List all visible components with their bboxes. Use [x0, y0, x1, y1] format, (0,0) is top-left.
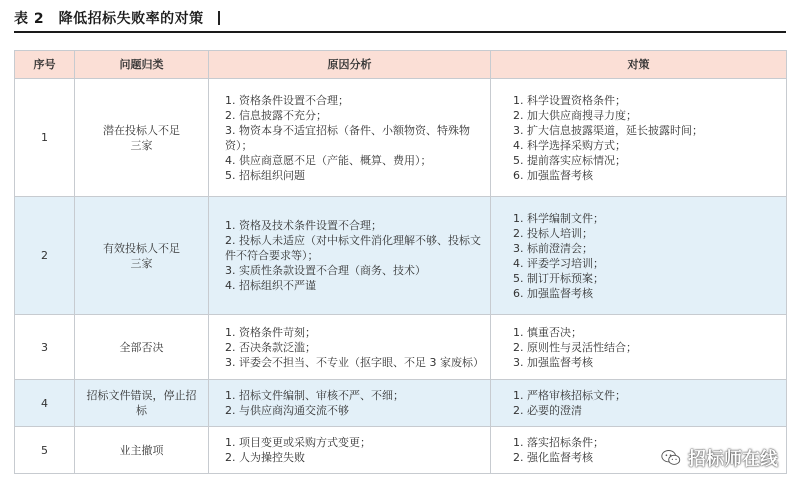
title-marker: [218, 11, 220, 25]
measure-item: 6. 加强监督考核: [513, 168, 593, 182]
row-no: 3: [15, 315, 75, 380]
wechat-icon: [660, 447, 682, 469]
table-title-bar: [14, 6, 786, 30]
row-category: 有效投标人不足三家: [75, 197, 209, 315]
cause-item: 1. 资格及技术条件设置不合理；: [225, 219, 382, 232]
cause-item: 4. 供应商意愿不足（产能、概算、费用）；: [225, 153, 432, 167]
cause-item: 1. 资格条件设置不合理；: [225, 93, 349, 107]
measure-item: 3. 加强监督考核: [513, 355, 593, 369]
cause-item: 2. 否决条款泛滥；: [225, 340, 316, 354]
row-causes: [209, 380, 491, 427]
header-no: 序号: [15, 51, 75, 79]
row-category: 业主撤项: [75, 427, 209, 474]
title-rule: [14, 31, 786, 33]
cause-item: 2. 人为操控失败: [225, 451, 305, 464]
table-row: [15, 380, 787, 427]
row-category: 潜在投标人不足三家: [75, 79, 209, 197]
cause-item: 3. 评委会不担当、不专业（抠字眼、不足 3 家废标）: [225, 355, 484, 369]
measure-item: 1. 严格审核招标文件；: [513, 389, 626, 402]
measure-item: 2. 加大供应商搜寻力度；: [513, 108, 637, 122]
measure-item: 1. 落实招标条件；: [513, 436, 604, 449]
table-row: [15, 79, 787, 197]
measure-item: 2. 原则性与灵活性结合；: [513, 340, 637, 354]
cause-item: 1. 资格条件苛刻；: [225, 325, 316, 339]
measure-item: 2. 强化监督考核: [513, 451, 593, 464]
cause-item: 2. 与供应商沟通交流不够: [225, 404, 349, 417]
measure-item: 2. 必要的澄清: [513, 404, 582, 417]
table-header-row: [15, 51, 787, 79]
cause-item: 3. 物资本身不适宜招标（备件、小额物资、特殊物资）；: [225, 123, 470, 152]
row-causes: [209, 79, 491, 197]
header-causes: 原因分析: [209, 51, 491, 79]
measure-item: 3. 扩大信息披露渠道，延长披露时间；: [513, 123, 703, 137]
row-category: 全部否决: [75, 315, 209, 380]
cause-item: 4. 招标组织不严谨: [225, 279, 316, 292]
cause-item: 2. 投标人未适应（对中标文件消化理解不够、投标文件不符合要求等）；: [225, 234, 481, 262]
row-causes: [209, 197, 491, 315]
table-title: 表 2 降低招标失败率的对策: [14, 11, 204, 27]
measure-item: 5. 制订开标预案；: [513, 271, 604, 285]
measure-item: 1. 科学编制文件；: [513, 211, 604, 225]
table-row: [15, 197, 787, 315]
measure-item: 6. 加强监督考核: [513, 286, 593, 300]
row-category: 招标文件错误，停止招标: [75, 380, 209, 427]
measure-item: 4. 评委学习培训；: [513, 256, 604, 270]
cause-item: 1. 招标文件编制、审核不严、不细；: [225, 389, 404, 402]
cause-item: 5. 招标组织问题: [225, 168, 305, 182]
measure-item: 4. 科学选择采购方式；: [513, 138, 626, 152]
row-no: 2: [15, 197, 75, 315]
row-no: 5: [15, 427, 75, 474]
table-row: [15, 315, 787, 380]
row-causes: [209, 315, 491, 380]
row-causes: [209, 427, 491, 474]
cause-item: 2. 信息披露不充分；: [225, 108, 327, 122]
row-no: 4: [15, 380, 75, 427]
watermark: [660, 445, 778, 471]
row-no: 1: [15, 79, 75, 197]
measure-item: 2. 投标人培训；: [513, 226, 593, 240]
cause-item: 1. 项目变更或采购方式变更；: [225, 436, 371, 449]
header-category: 问题归类: [75, 51, 209, 79]
row-measures: [491, 197, 787, 315]
countermeasure-table: [14, 50, 787, 474]
header-measures: 对策: [491, 51, 787, 79]
measure-item: 3. 标前澄清会；: [513, 241, 593, 255]
row-measures: [491, 79, 787, 197]
watermark-text: 招标师在线: [688, 449, 778, 470]
row-measures: [491, 380, 787, 427]
row-measures: [491, 315, 787, 380]
measure-item: 1. 科学设置资格条件；: [513, 93, 626, 107]
cause-item: 3. 实质性条款设置不合理（商务、技术）: [225, 264, 426, 277]
measure-item: 5. 提前落实应标情况；: [513, 153, 626, 167]
measure-item: 1. 慎重否决；: [513, 325, 582, 339]
